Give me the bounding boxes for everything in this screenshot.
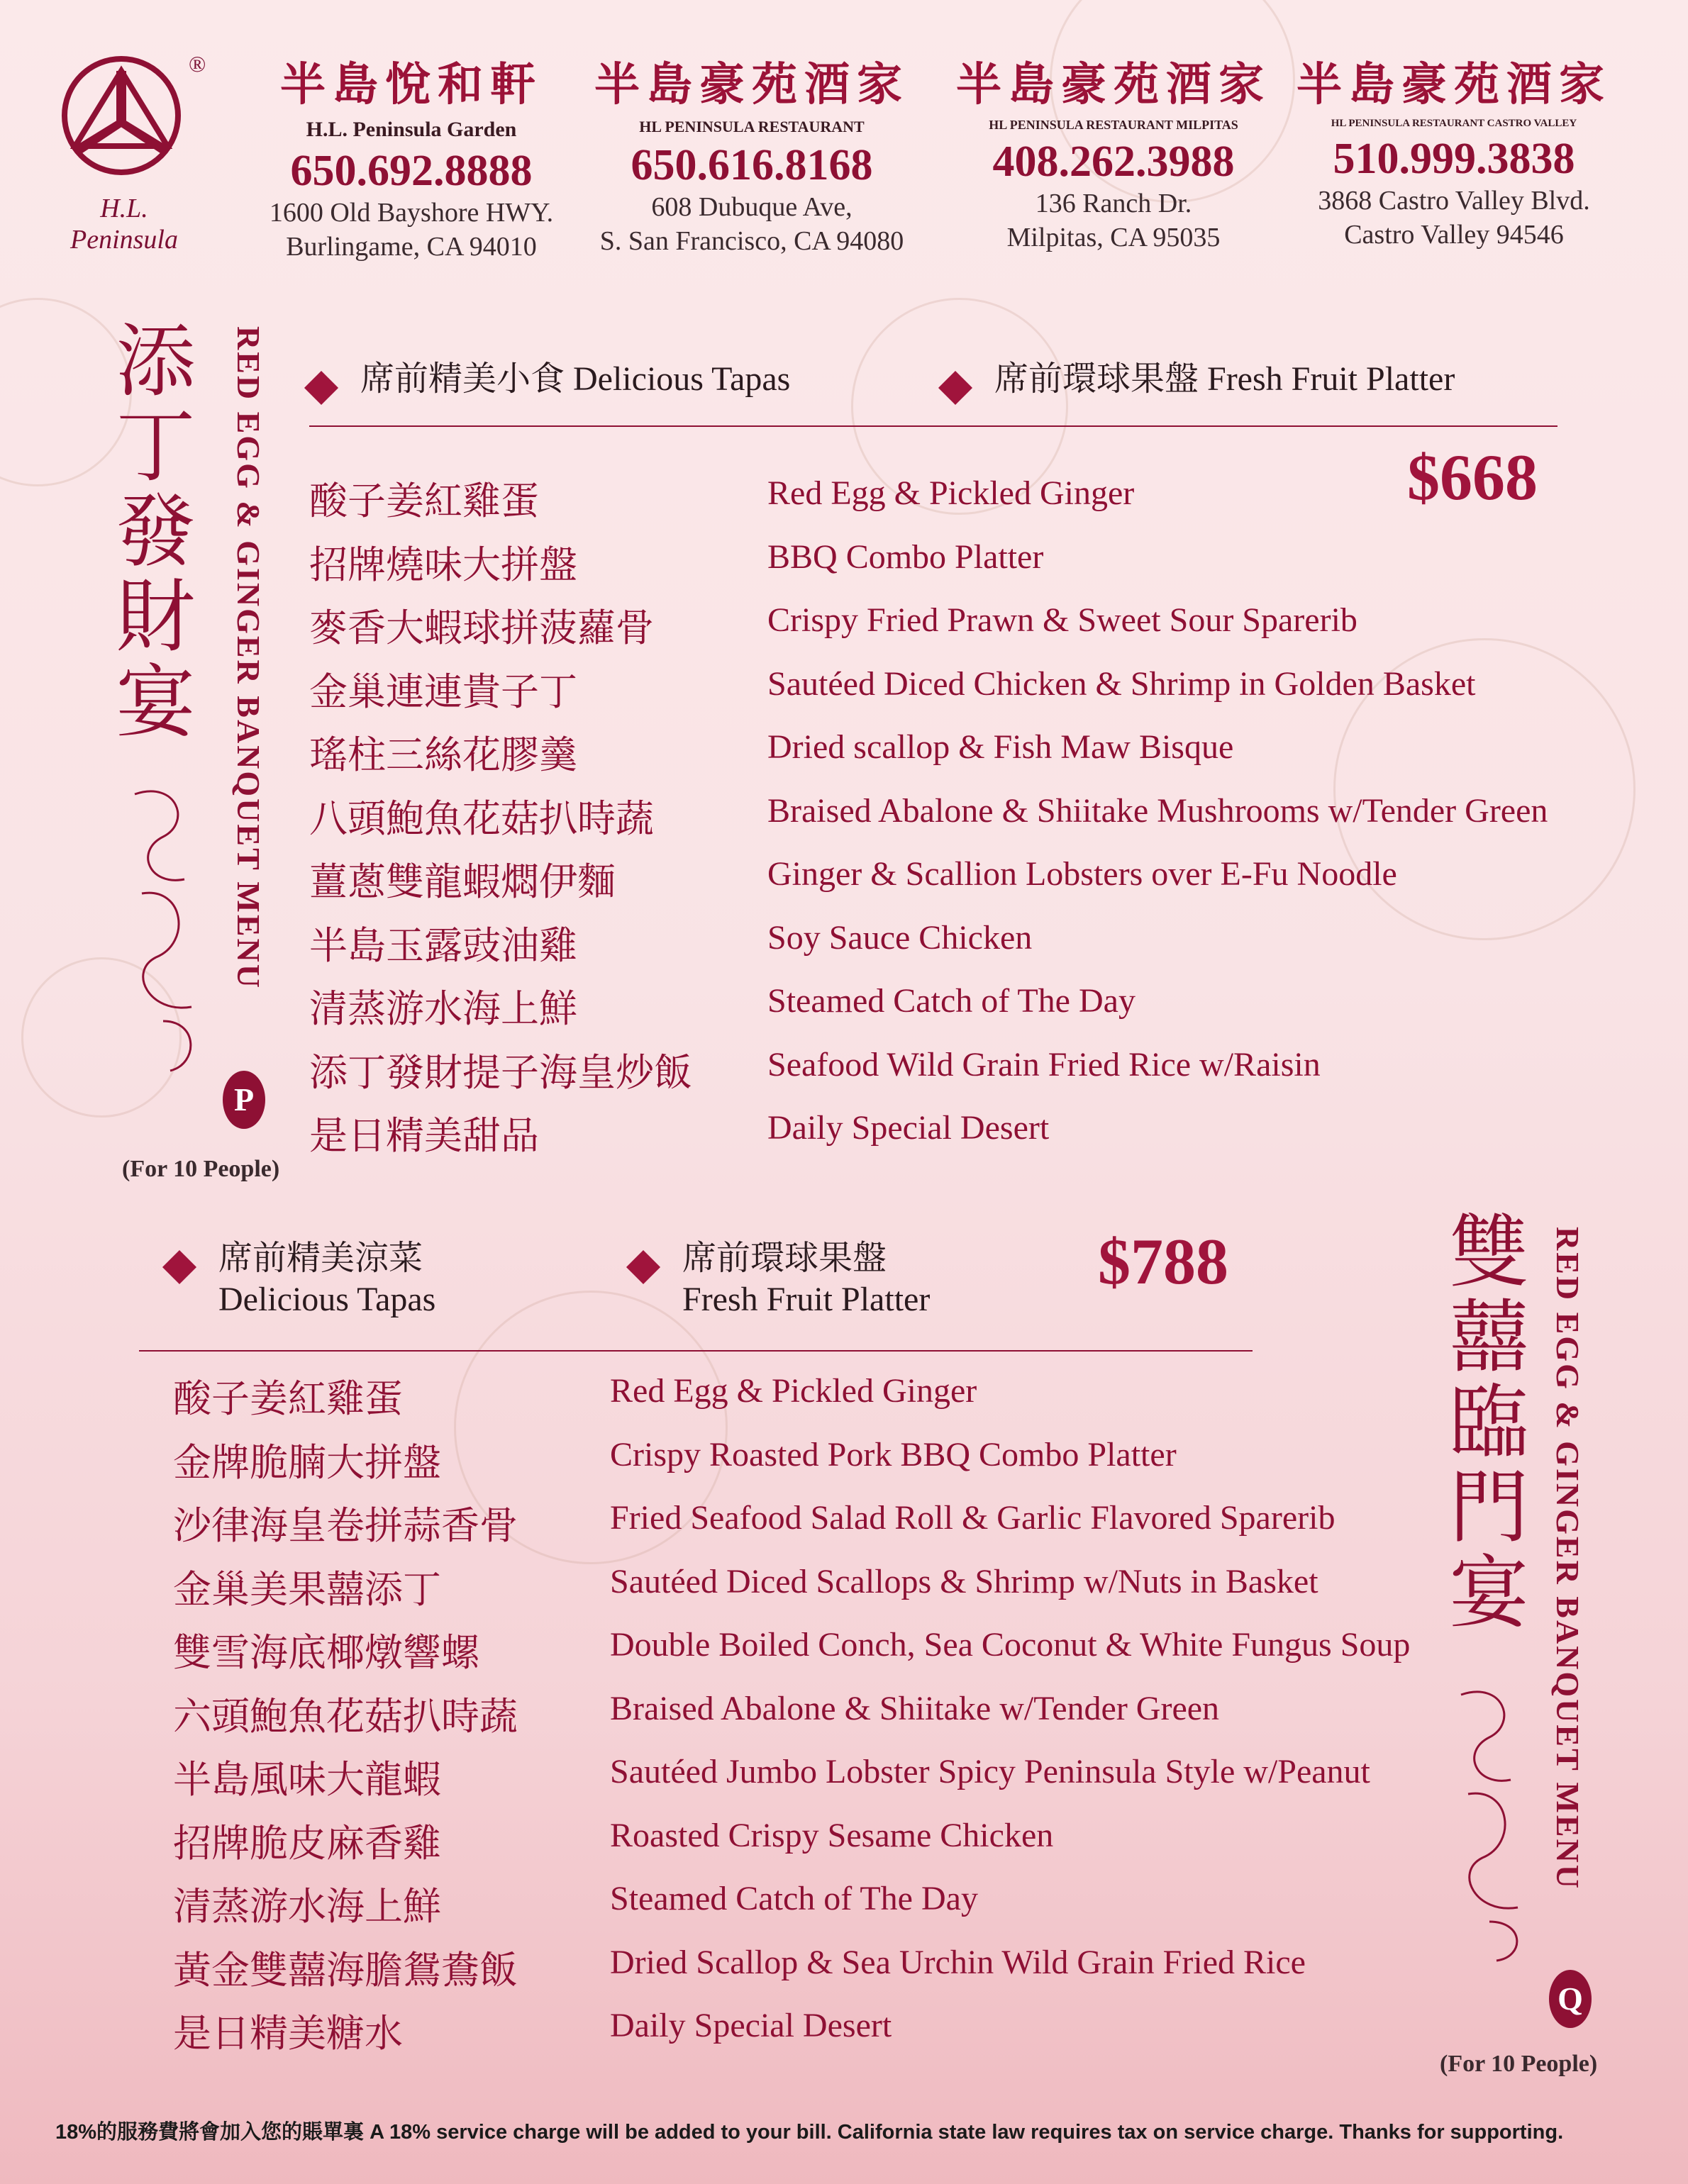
- menu-p-title-en: RED EGG & GINGER BANQUET MENU: [231, 326, 267, 990]
- menu-q-title-en: RED EGG & GINGER BANQUET MENU: [1550, 1227, 1586, 1890]
- menu-item-row: [173, 1749, 1421, 1813]
- location-name-en: HL PENINSULA RESTAURANT CASTRO VALLEY: [1331, 118, 1577, 129]
- location-phone[interactable]: 510.999.3838: [1333, 135, 1575, 183]
- menu-item-cn: 招牌燒味大拼盤: [309, 542, 577, 587]
- menu-item-en: Red Egg & Pickled Ginger: [767, 474, 1135, 512]
- extra-label-en: Fresh Fruit Platter: [682, 1281, 931, 1318]
- menu-item-row: [309, 1105, 1586, 1169]
- location-name-cn: 半島豪苑酒家: [1296, 59, 1611, 111]
- menu-item-cn: 金牌脆腩大拼盤: [173, 1439, 441, 1485]
- menu-item-en: Steamed Catch of The Day: [767, 982, 1135, 1020]
- logo-wordmark: [43, 193, 206, 255]
- extra-label: 席前精美小食 Delicious Tapas: [360, 360, 791, 398]
- menu-p-ornament-icon: [121, 780, 220, 1078]
- registered-mark: ®: [189, 51, 206, 77]
- menu-item-en: Soy Sauce Chicken: [767, 918, 1033, 957]
- menu-item-en: Sautéed Diced Chicken & Shrimp in Golden Basket: [767, 664, 1476, 703]
- menu-item-row: [173, 1940, 1421, 2004]
- location-castro-valley: [1291, 57, 1617, 252]
- location-name-en: HL PENINSULA RESTAURANT: [639, 118, 865, 135]
- menu-item-cn: 半島風味大龍蝦: [173, 1757, 441, 1802]
- diamond-icon: [167, 1248, 191, 1289]
- extra-label: [218, 1238, 435, 1320]
- menu-item-cn: 清蒸游水海上鮮: [309, 986, 577, 1031]
- menu-item-row: [309, 789, 1586, 852]
- menu-p-letter-badge: P: [223, 1071, 265, 1129]
- menu-item-cn: 是日精美糖水: [173, 2011, 403, 2056]
- location-address-line2: Milpitas, CA 95035: [1006, 223, 1221, 252]
- extra-label: 席前環球果盤 Fresh Fruit Platter: [994, 360, 1455, 398]
- menu-item-row: [309, 598, 1586, 662]
- menu-item-en: Red Egg & Pickled Ginger: [610, 1372, 977, 1410]
- location-burlingame: [227, 57, 596, 264]
- location-phone[interactable]: 408.262.3988: [992, 138, 1235, 186]
- location-phone[interactable]: 650.616.8168: [631, 141, 873, 189]
- menu-item-en: Crispy Roasted Pork BBQ Combo Platter: [610, 1435, 1177, 1473]
- menu-q-letter-badge: Q: [1549, 1970, 1592, 2028]
- menu-item-en: Fried Seafood Salad Roll & Garlic Flavored Sparerib: [610, 1499, 1336, 1537]
- diamond-icon: [631, 1248, 655, 1289]
- menu-item-row: [309, 662, 1586, 725]
- location-name-cn: 半島悅和軒: [280, 59, 543, 111]
- location-south-san-francisco: [582, 57, 922, 258]
- menu-item-row: [309, 535, 1586, 598]
- service-charge-note: 18%的服務費將會加入您的賬單裏 A 18% service charge will be added to your bill. California state law requires tax on service charge. Thanks for supporting.: [55, 2121, 1564, 2144]
- menu-item-en: Double Boiled Conch, Sea Coconut & White Fungus Soup: [610, 1626, 1411, 1664]
- menu-item-cn: 酸子姜紅雞蛋: [309, 479, 539, 523]
- menu-p-title-cn: 添丁發財宴: [103, 319, 195, 745]
- menu-item-en: Dried scallop & Fish Maw Bisque: [767, 728, 1234, 766]
- menu-item-cn: 黃金雙囍海膽鴛鴦飯: [173, 1947, 518, 1993]
- location-address-line1: 608 Dubuque Ave,: [651, 192, 853, 222]
- menu-item-en: Roasted Crispy Sesame Chicken: [610, 1816, 1054, 1854]
- menu-item-cn: 招牌脆皮麻香雞: [173, 1820, 441, 1866]
- menu-q-title-cn: 雙囍臨門宴: [1436, 1210, 1528, 1635]
- menu-item-row: [309, 471, 1586, 535]
- menu-item-cn: 酸子姜紅雞蛋: [173, 1376, 403, 1421]
- menu-item-row: [173, 1686, 1421, 1750]
- menu-item-cn: 清蒸游水海上鮮: [173, 1884, 441, 1929]
- menu-item-row: [173, 1559, 1421, 1623]
- menu-q-serves: (For 10 People): [1440, 2051, 1598, 2077]
- menu-item-row: [173, 1876, 1421, 1940]
- menu-item-en: Braised Abalone & Shiitake Mushrooms w/Tender Green: [767, 791, 1548, 830]
- location-phone[interactable]: 650.692.8888: [290, 147, 533, 195]
- location-address-line1: 1600 Old Bayshore HWY.: [269, 198, 554, 228]
- menu-item-row: [309, 979, 1586, 1042]
- menu-item-en: Ginger & Scallion Lobsters over E-Fu Noodle: [767, 855, 1397, 893]
- diamond-icon: [943, 369, 967, 410]
- menu-item-cn: 雙雪海底椰燉響螺: [173, 1630, 479, 1675]
- hl-peninsula-logo-icon: [61, 55, 182, 176]
- location-name-en: H.L. Peninsula Garden: [306, 118, 517, 141]
- menu-item-row: [309, 1042, 1586, 1106]
- menu-item-row: [309, 725, 1586, 789]
- menu-item-row: [173, 1369, 1421, 1432]
- menu-item-cn: 沙律海皇卷拼蒜香骨: [173, 1503, 518, 1548]
- location-address-line1: 3868 Castro Valley Blvd.: [1318, 186, 1590, 216]
- menu-item-en: Crispy Fried Prawn & Sweet Sour Sparerib: [767, 601, 1357, 639]
- menu-item-cn: 瑤柱三絲花膠羹: [309, 732, 577, 777]
- menu-q-divider: [139, 1350, 1253, 1352]
- location-name-cn: 半島豪苑酒家: [956, 59, 1271, 111]
- menu-p-divider: [309, 425, 1557, 427]
- menu-item-en: Daily Special Desert: [610, 2007, 892, 2044]
- menu-q-items: [173, 1369, 1421, 2067]
- location-name-en: HL PENINSULA RESTAURANT MILPITAS: [989, 118, 1238, 132]
- menu-p-price: $668: [1407, 441, 1538, 513]
- menu-item-cn: 金巢連連貴子丁: [309, 669, 577, 714]
- menu-item-en: Dried Scallop & Sea Urchin Wild Grain Fried Rice: [610, 1943, 1306, 1981]
- location-name-cn: 半島豪苑酒家: [594, 59, 909, 111]
- menu-item-cn: 薑蔥雙龍蝦燜伊麵: [309, 859, 616, 904]
- menu-item-en: Braised Abalone & Shiitake w/Tender Green: [610, 1689, 1220, 1727]
- menu-item-en: Daily Special Desert: [767, 1109, 1050, 1147]
- logo-line-1: H.L.: [100, 194, 148, 223]
- menu-item-row: [173, 1495, 1421, 1559]
- extra-label-en: Delicious Tapas: [218, 1281, 436, 1318]
- menu-item-en: Seafood Wild Grain Fried Rice w/Raisin: [767, 1045, 1321, 1083]
- menu-item-en: BBQ Combo Platter: [767, 537, 1044, 576]
- menu-item-en: Sautéed Jumbo Lobster Spicy Peninsula Style w/Peanut: [610, 1753, 1370, 1790]
- extra-label-cn: 席前環球果盤: [682, 1239, 887, 1277]
- location-address-line2: Castro Valley 94546: [1344, 220, 1564, 250]
- menu-item-cn: 添丁發財提子海皇炒飯: [309, 1049, 692, 1095]
- location-address-line2: S. San Francisco, CA 94080: [599, 226, 904, 256]
- menu-item-row: [173, 1622, 1421, 1686]
- menu-item-cn: 麥香大蝦球拼菠蘿骨: [309, 606, 654, 650]
- menu-item-row: [309, 915, 1586, 979]
- logo-line-2: Peninsula: [70, 225, 178, 255]
- menu-q-price: $788: [1098, 1225, 1228, 1298]
- location-milpitas: [950, 57, 1277, 255]
- location-address-line2: Burlingame, CA 94010: [286, 232, 537, 262]
- menu-item-row: [173, 2003, 1421, 2067]
- menu-item-cn: 半島玉露豉油雞: [309, 923, 577, 968]
- extra-label: [682, 1238, 930, 1320]
- menu-item-row: [173, 1432, 1421, 1496]
- menu-item-en: Sautéed Diced Scallops & Shrimp w/Nuts in Basket: [610, 1562, 1318, 1600]
- location-address-line1: 136 Ranch Dr.: [1035, 189, 1192, 218]
- menu-item-row: [309, 852, 1586, 915]
- menu-q-ornament-icon: [1447, 1681, 1546, 1964]
- extra-label-cn: 席前精美涼菜: [218, 1239, 423, 1277]
- menu-item-cn: 六頭鮑魚花菇扒時蔬: [173, 1693, 518, 1739]
- diamond-icon: [309, 369, 333, 410]
- menu-item-en: Steamed Catch of The Day: [610, 1880, 978, 1917]
- menu-item-cn: 金巢美果囍添丁: [173, 1566, 441, 1612]
- menu-item-cn: 八頭鮑魚花菇扒時蔬: [309, 796, 654, 841]
- menu-item-cn: 是日精美甜品: [309, 1113, 539, 1158]
- menu-p-items: [309, 471, 1586, 1169]
- menu-p-serves: (For 10 People): [122, 1156, 280, 1182]
- menu-item-row: [173, 1813, 1421, 1877]
